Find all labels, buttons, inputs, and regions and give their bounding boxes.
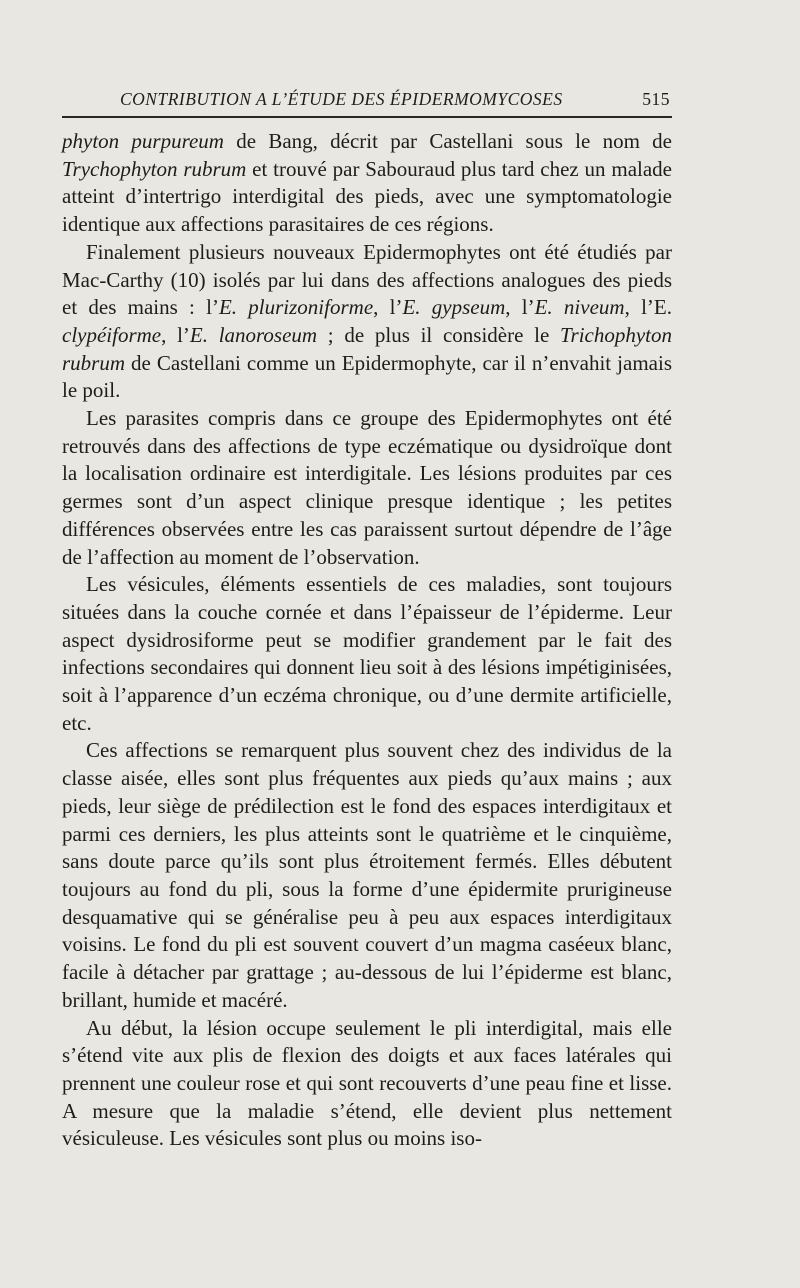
text-run: ; de plus il considère le (317, 322, 560, 347)
italic-run: Trychophyton rubrum (62, 156, 247, 181)
paragraph (62, 128, 672, 239)
text-run: , l’E. (624, 295, 672, 320)
paragraph (62, 571, 672, 737)
italic-run: E. plurizoniforme (218, 295, 374, 320)
running-header (62, 86, 672, 118)
italic-run: E. gypseum (402, 295, 506, 320)
page-number: 515 (642, 89, 670, 109)
italic-run: Trichophyton rubrum (62, 322, 673, 375)
body-text (62, 128, 672, 1153)
italic-run: phyton purpureum (62, 129, 224, 153)
text-run: et trouvé par Sabouraud plus tard chez un malade atteint d’intertrigo interdigital des pieds, avec une symptomatologie identique aux affections parasitaires de ces régions. (62, 156, 673, 237)
paragraph (62, 405, 672, 571)
header-rule (62, 116, 672, 118)
paragraph (62, 1015, 672, 1154)
paragraph (62, 239, 672, 405)
text-run: Les parasites compris dans ce groupe des Epidermophytes ont été retrouvés dans des affections de type eczématique ou dysidroïque dont la localisation ordinaire est interdigitale. Les lésions produites par ces germes sont d’un aspect clinique presque identique ; les petites différences observées entre les cas paraissent surtout dépendre de l’âge de l’affection au moment de l’observation. (62, 406, 672, 569)
italic-run: E. niveum (534, 295, 625, 320)
running-title: CONTRIBUTION A L’ÉTUDE DES ÉPIDERMOMYCOSES (120, 89, 563, 109)
text-run: de Bang, décrit par Castellani sous le nom de (223, 129, 672, 153)
text-run: Les vésicules, éléments essentiels de ces maladies, sont toujours situées dans la couche cornée et dans l’épaisseur de l’épiderme. Leur aspect dysidrosiforme peut se modifier grandement par le fait des infections secondaires qui donnent lieu soit à des lésions impétiginisées, soit à l’apparence d’un eczéma chronique, ou d’une dermite artificielle, etc. (62, 572, 672, 735)
italic-run: E. lanoroseum (189, 322, 318, 347)
paragraph (62, 737, 672, 1014)
text-run: Au début, la lésion occupe seulement le pli interdigital, mais elle s’étend vite aux plis de flexion des doigts et aux faces latérales qui prennent une couleur rose et qui sont recouverts d’une peau fine et lisse. A mesure que la maladie s’étend, elle devient plus nettement vésiculeuse. Les vésicules sont plus ou moins iso- (62, 1015, 672, 1151)
text-run: , l’ (373, 295, 403, 320)
text-run: de Castellani comme un Epidermophyte, car il n’envahit jamais le poil. (62, 350, 672, 403)
text-run: Ces affections se remarquent plus souvent chez des individus de la classe aisée, elles sont plus fréquentes aux pieds qu’aux mains ; aux pieds, leur siège de prédilection est le fond des espaces interdigitaux et parmi ces derniers, les plus atteints sont le quatrième et le cinquième, sans doute parce qu’ils sont plus étroitement fermés. Elles débutent toujours au fond du pli, sous la forme d’une épidermite prurigineuse desquamative qui se généralise peu à peu aux espaces interdigitaux voisins. Le fond du pli est souvent couvert d’un magma caséeux blanc, facile à détacher par grattage ; au-dessous de lui l’épiderme est blanc, brillant, humide et macéré. (62, 738, 672, 1012)
text-run: Finalement plusieurs nouveaux Epidermophytes ont été étudiés par Mac-Carthy (10) isolés par lui dans des affections analogues des pieds et des mains : l’ (62, 239, 672, 320)
italic-run: clypéiforme (62, 322, 162, 347)
text-run: , l’ (505, 295, 535, 320)
text-run: , l’ (161, 322, 190, 347)
